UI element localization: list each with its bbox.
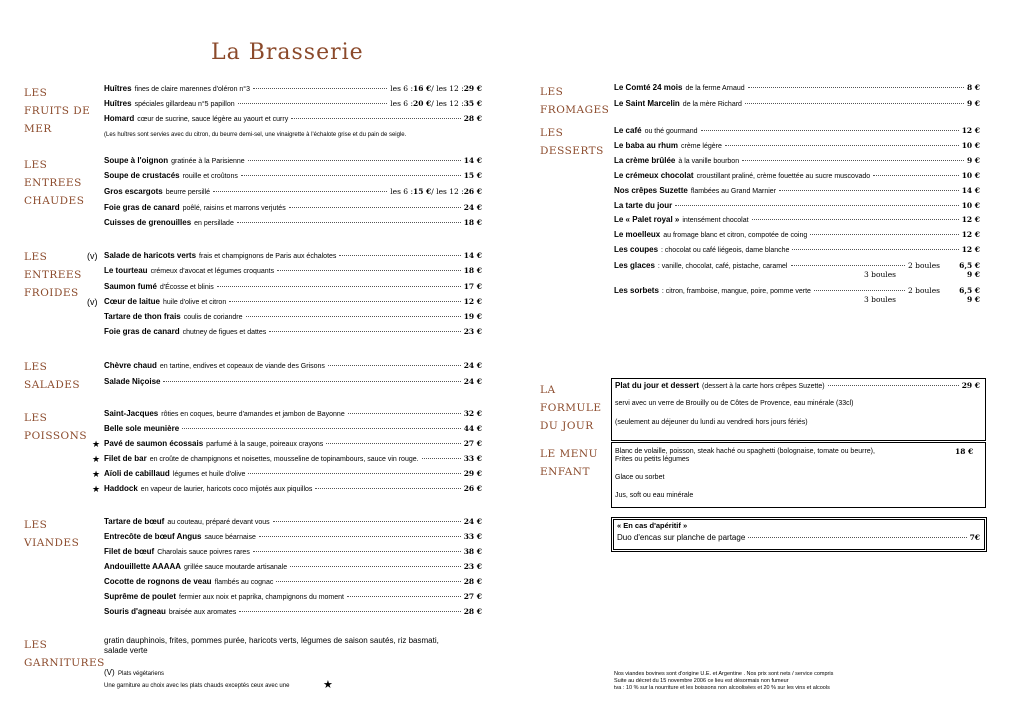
menu-item (614, 201, 980, 211)
leader-dots (217, 286, 461, 287)
menu-item (104, 171, 482, 182)
price-label: 2 boules (908, 286, 940, 295)
star-icon: ★ (92, 484, 101, 494)
menu-item (614, 186, 980, 197)
item-name: Suprême de poulet (104, 592, 177, 601)
leader-dots (328, 365, 461, 366)
item-description: fermier aux noix et paprika, champignons du moment (179, 594, 344, 601)
leader-dots (748, 87, 964, 88)
item-price: 8 € (966, 83, 980, 92)
item-name: Le tourteau (104, 266, 148, 275)
menu-category: LES GARNITURES (24, 639, 105, 669)
item-price: 24 € (463, 517, 482, 526)
menu-category: LES ENTREES FROIDES (24, 251, 82, 299)
item-description: parfumé à la sauge, poireaux crayons (206, 441, 324, 448)
menu-item (104, 266, 482, 277)
item-price: 12 € (463, 297, 482, 306)
item-price: 15 € (413, 187, 432, 196)
leader-dots (273, 521, 461, 522)
item-name: Huîtres (104, 84, 132, 93)
item-description: poêlé, raisins et marrons verjutés (182, 205, 286, 212)
item-name: Foie gras de canard (104, 327, 180, 336)
star-icon: ★ (92, 469, 101, 479)
item-description: coulis de coriandre (183, 314, 243, 321)
leader-dots (810, 234, 958, 235)
leader-dots (326, 443, 460, 444)
menu-item (104, 282, 482, 293)
vegetarian-note: Plats végétariens (118, 671, 165, 677)
menu-item (614, 215, 980, 226)
leader-dots (828, 385, 959, 386)
item-name: Homard (104, 114, 135, 123)
item-description: gratinée à la Parisienne (171, 158, 245, 165)
item-name: Filet de bœuf (104, 547, 155, 556)
item-price: 9 € (966, 295, 980, 304)
price-label: 2 boules (908, 261, 940, 270)
leader-dots (163, 381, 460, 382)
item-description: à la vanille bourbon (678, 158, 740, 165)
leader-dots (182, 428, 461, 429)
item-description: chutney de figues et dattes (182, 329, 267, 336)
menu-item (614, 245, 980, 256)
leader-dots (277, 270, 461, 271)
item-name: Les sorbets (614, 286, 659, 295)
leader-dots (213, 191, 387, 192)
item-price: 14 € (961, 186, 980, 195)
menu-item (87, 251, 482, 262)
item-description: frais et champignons de Paris aux échalotes (199, 253, 337, 260)
item-description: rouille et croûtons (182, 173, 238, 180)
leader-dots (742, 160, 964, 161)
item-price: 24 € (463, 361, 482, 370)
item-price: 6,5 € (959, 286, 980, 295)
item-name: Soupe de crustacés (104, 171, 180, 180)
price-label: 3 boules (864, 295, 896, 304)
leader-dots (422, 458, 461, 459)
leader-dots (315, 488, 460, 489)
leader-dots (792, 249, 958, 250)
menu-item (104, 424, 482, 434)
menu-item (104, 532, 482, 543)
item-name: Le crémeux chocolat (614, 171, 694, 180)
aperitif-row (617, 533, 980, 543)
item-description: flambés au cognac (214, 579, 274, 586)
menu-item (87, 297, 482, 308)
footer-note: Nos viandes bovines sont d'origine U.E. et Argentine . Nos prix sont nets / service compris (614, 671, 834, 677)
item-name: Cœur de laitue (104, 297, 161, 306)
item-name: Tartare de bœuf (104, 517, 165, 526)
item-description: en tartine, endives et copeaux de viande des Grisons (159, 363, 325, 370)
menu-item (614, 83, 980, 94)
item-price: 26 € (463, 484, 482, 493)
leader-dots (246, 316, 461, 317)
item-price: 12 € (961, 230, 980, 239)
menu-item (104, 114, 482, 125)
item-name: Soupe à l'oignon (104, 156, 169, 165)
menu-category: LES ENTREES CHAUDES (24, 159, 85, 207)
menu-item (92, 484, 482, 495)
price-label: les 6 : (390, 99, 413, 108)
item-price: 16 € (413, 84, 432, 93)
menu-item (104, 156, 482, 167)
formule-desc: (dessert à la carte hors crêpes Suzette) (702, 383, 825, 390)
leader-dots (276, 581, 460, 582)
menu-category: LE MENU ENFANT (540, 448, 598, 478)
item-name: Le café (614, 126, 642, 135)
price-label: les 6 : (390, 84, 413, 93)
leader-dots (745, 103, 964, 104)
leader-dots (814, 290, 905, 291)
item-name: Salade Niçoise (104, 377, 161, 386)
star-icon: ★ (92, 439, 101, 449)
item-description: beurre persillé (165, 189, 211, 196)
enfant-line: Blanc de volaille, poisson, steak haché ou spaghetti (bolognaise, tomate ou beurre), (615, 448, 875, 455)
item-description: : citron, framboise, mangue, poire, pomme verte (661, 288, 811, 295)
item-name: Foie gras de canard (104, 203, 180, 212)
menu-category: LES POISSONS (24, 412, 88, 442)
menu-item (104, 203, 482, 214)
item-description: crémeux d'avocat et légumes croquants (150, 268, 275, 275)
star-icon: ★ (323, 679, 333, 691)
menu-item (104, 361, 482, 372)
menu-item (614, 126, 980, 137)
item-price: 33 € (463, 532, 482, 541)
item-name: Andouillette AAAAA (104, 562, 182, 571)
item-price: 44 € (463, 424, 482, 433)
item-name: La tarte du jour (614, 201, 673, 210)
leader-dots (248, 160, 461, 161)
item-description: Charolais sauce poivres rares (157, 549, 250, 556)
menu-item (104, 409, 482, 420)
price-label: / les 12 : (431, 84, 464, 93)
price-label: les 6 : (390, 187, 413, 196)
item-price: 27 € (463, 439, 482, 448)
item-description: flambées au Grand Marnier (690, 188, 777, 195)
item-name: Aïoli de cabillaud (104, 469, 170, 478)
item-name: Le baba au rhum (614, 141, 679, 150)
leader-dots (229, 301, 460, 302)
menu-item (104, 377, 482, 387)
item-price: 10 € (961, 171, 980, 180)
vegetarian-mark: (v) (87, 297, 98, 307)
leader-dots (253, 551, 461, 552)
item-price: 33 € (463, 454, 482, 463)
item-price: 6,5 € (959, 261, 980, 270)
menu-item (104, 187, 482, 198)
item-price: 32 € (463, 409, 482, 418)
item-description: intensément chocolat (682, 217, 749, 224)
item-price: 24 € (463, 203, 482, 212)
menu-item (92, 439, 482, 450)
aperitif-desc: Duo d'encas sur planche de partage (617, 533, 746, 542)
menu-item (614, 171, 980, 182)
item-description: cœur de sucrine, sauce légère au yaourt et curry (137, 116, 289, 123)
leader-dots (238, 103, 388, 104)
item-price: 12 € (961, 215, 980, 224)
menu-item (104, 327, 482, 338)
item-description: en persillade (194, 220, 234, 227)
menu-item (104, 562, 482, 573)
menu-item (104, 312, 482, 323)
menu-item (104, 607, 482, 618)
item-description: sauce béarnaise (204, 534, 256, 541)
price-label: / les 12 : (431, 99, 464, 108)
leader-dots (237, 222, 461, 223)
item-description: d'Écosse et blinis (159, 284, 214, 291)
leader-dots (291, 118, 461, 119)
menu-item (104, 99, 482, 110)
formule-title: Plat du jour et dessert (615, 381, 700, 390)
item-price: 35 € (463, 99, 482, 108)
item-name: Chèvre chaud (104, 361, 157, 370)
leader-dots (873, 175, 959, 176)
menu-item (614, 141, 980, 152)
item-price: 38 € (463, 547, 482, 556)
item-name: Saint-Jacques (104, 409, 159, 418)
item-name: Cuisses de grenouilles (104, 218, 192, 227)
item-name: Gros escargots (104, 187, 163, 196)
price-label: 3 boules (864, 270, 896, 279)
item-price: 19 € (463, 312, 482, 321)
item-name: La crème brûlée (614, 156, 676, 165)
item-description: ou thé gourmand (644, 128, 698, 135)
aperitif-title: « En cas d'apéritif » (617, 521, 688, 530)
item-name: Le Comté 24 mois (614, 83, 683, 92)
item-price: 28 € (463, 607, 482, 616)
vegetarian-mark: (v) (87, 251, 98, 261)
item-description: : chocolat ou café liégeois, dame blanche (661, 247, 790, 254)
item-name: Les coupes (614, 245, 659, 254)
menu-category: LES FROMAGES (540, 86, 610, 116)
item-description: au couteau, préparé devant vous (167, 519, 270, 526)
item-name: Pavé de saumon écossais (104, 439, 204, 448)
item-price: 9 € (966, 270, 980, 279)
item-description: grillée sauce moutarde artisanale (184, 564, 288, 571)
item-description: spéciales gillardeau n°5 papillon (134, 101, 235, 108)
enfant-price: 18 € (955, 447, 974, 456)
item-name: Filet de bar (104, 454, 147, 463)
item-price: 9 € (966, 99, 980, 108)
menu-category: LES FRUITS DE MER (24, 87, 91, 135)
leader-dots (241, 175, 461, 176)
item-description: crème légère (681, 143, 722, 150)
formule-row (615, 381, 980, 392)
item-description: : vanille, chocolat, café, pistache, caramel (657, 263, 788, 270)
item-price: 10 € (961, 201, 980, 210)
item-price: 10 € (961, 141, 980, 150)
leader-dots (752, 219, 959, 220)
item-description: au fromage blanc et citron, compotée de coing (663, 232, 808, 239)
item-price: 15 € (463, 171, 482, 180)
item-name: Belle sole meunière (104, 424, 180, 433)
leader-dots (339, 255, 460, 256)
item-price: 23 € (463, 327, 482, 336)
item-price: 20 € (413, 99, 432, 108)
item-description: croustillant praliné, crème fouettée au sucre muscovado (696, 173, 871, 180)
item-description: fines de claire marennes d'oléron n°3 (134, 86, 250, 93)
leader-dots (347, 596, 461, 597)
item-description: de la ferme Arnaud (685, 85, 745, 92)
menu-category: LES DESSERTS (540, 127, 604, 157)
leader-dots (290, 566, 461, 567)
leader-dots (701, 130, 959, 131)
item-name: Le Saint Marcelin (614, 99, 680, 108)
menu-item (864, 270, 980, 280)
item-name: Souris d'agneau (104, 607, 166, 616)
item-price: 14 € (463, 156, 482, 165)
item-price: 29 € (463, 469, 482, 478)
item-description: rôties en coques, beurre d'amandes et jambon de Bayonne (161, 411, 345, 418)
item-description: braisée aux aromates (168, 609, 237, 616)
vegetarian-mark: (V) (104, 668, 115, 677)
item-description: en vapeur de laurier, haricots coco mijotés aux piquillos (140, 486, 313, 493)
enfant-line: Jus, soft ou eau minérale (615, 492, 694, 499)
item-name: Huîtres (104, 99, 132, 108)
huitres-note: (Les huîtres sont servies avec du citron, du beurre demi-sel, une vinaigrette à l'échalote grise et du pain de seigle. (104, 132, 407, 138)
footer-note: tva : 10 % sur la nourriture et les boissons non alcoolisées et 20 % sur les vins et alcools (614, 685, 830, 691)
item-name: Le « Palet royal » (614, 215, 680, 224)
item-name: Salade de haricots verts (104, 251, 197, 260)
menu-item (104, 547, 482, 558)
page-title: La Brasserie (211, 40, 364, 65)
menu-item (104, 577, 482, 588)
enfant-line: Glace ou sorbet (615, 474, 665, 481)
garniture-note: Une garniture au choix avec les plats chauds exceptés ceux avec une (104, 683, 290, 689)
item-price: 14 € (463, 251, 482, 260)
item-description: en croûte de champignons et noisettes, mousseline de topinambours, sauce vin rouge. (149, 456, 419, 463)
item-description: de la mère Richard (682, 101, 742, 108)
menu-item (614, 230, 980, 241)
item-price: 9 € (966, 156, 980, 165)
leader-dots (269, 331, 460, 332)
footer-note: Suite au décret du 15 novembre 2006 ce lieu est désormais non fumeur (614, 678, 789, 684)
leader-dots (259, 536, 461, 537)
item-price: 12 € (961, 245, 980, 254)
enfant-line: Frites ou petits légumes (615, 456, 690, 463)
menu-item (614, 99, 980, 110)
leader-dots (248, 473, 460, 474)
item-name: Les glaces (614, 261, 655, 270)
menu-item (104, 84, 482, 95)
leader-dots (675, 205, 958, 206)
item-price: 27 € (463, 592, 482, 601)
leader-dots (791, 265, 906, 266)
item-price: 18 € (463, 266, 482, 275)
item-name: Haddock (104, 484, 138, 493)
item-price: 24 € (463, 377, 482, 386)
leader-dots (725, 145, 959, 146)
item-description: huile d'olive et citron (163, 299, 227, 306)
leader-dots (239, 611, 460, 612)
item-price: 23 € (463, 562, 482, 571)
menu-item (104, 218, 482, 229)
menu-item (92, 454, 482, 465)
item-price: 17 € (463, 282, 482, 291)
item-price: 29 € (463, 84, 482, 93)
menu-item (614, 156, 980, 167)
item-name: Entrecôte de bœuf Angus (104, 532, 202, 541)
leader-dots (253, 88, 387, 89)
item-name: Nos crêpes Suzette (614, 186, 688, 195)
star-icon: ★ (92, 454, 101, 464)
menu-category: LA FORMULE DU JOUR (540, 384, 602, 432)
item-price: 28 € (463, 114, 482, 123)
leader-dots (348, 413, 461, 414)
item-name: Tartare de thon frais (104, 312, 181, 321)
leader-dots (289, 207, 461, 208)
leader-dots (748, 537, 966, 538)
aperitif-price: 7€ (969, 533, 980, 542)
item-price: 26 € (463, 187, 482, 196)
item-price: 18 € (463, 218, 482, 227)
formule-line: (seulement au déjeuner du lundi au vendredi hors jours fériés) (615, 419, 808, 426)
menu-item (92, 469, 482, 480)
menu-item (104, 517, 482, 528)
leader-dots (779, 190, 959, 191)
formule-line: servi avec un verre de Brouilly ou de Côtes de Provence, eau minérale (33cl) (615, 400, 854, 407)
item-name: Le moelleux (614, 230, 661, 239)
item-price: 28 € (463, 577, 482, 586)
item-name: Saumon fumé (104, 282, 157, 291)
item-description: légumes et huile d'olive (172, 471, 246, 478)
garnitures-list: gratin dauphinois, frites, pommes purée, haricots verts, légumes de saison sautés, riz basmati, salade verte (104, 636, 439, 655)
item-name: Cocotte de rognons de veau (104, 577, 212, 586)
menu-category: LES SALADES (24, 361, 81, 391)
formule-price: 29 € (961, 381, 980, 390)
menu-category: LES VIANDES (24, 519, 80, 549)
price-label: / les 12 : (431, 187, 464, 196)
item-price: 12 € (961, 126, 980, 135)
menu-item (104, 592, 482, 603)
menu-item (864, 295, 980, 305)
